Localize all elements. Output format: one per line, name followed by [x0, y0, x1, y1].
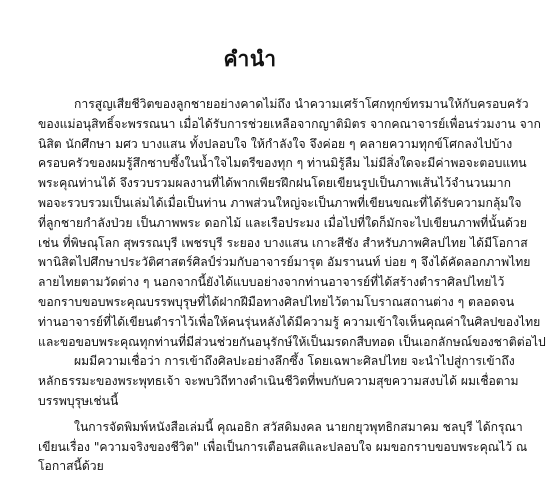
paragraph-1-line-5: พระคุณท่านได้ จึงรวบรวมผลงานที่ได้พากเพียรฝึกฝนโดยเขียนรูปเป็นภาพเส้นไว้จำนวนมาก — [38, 176, 511, 191]
paragraph-1-line-6: พอจะรวบรวมเป็นเล่มได้เมื่อเป็นท่าน ภาพส่วนใหญ่จะเป็นภาพที่เขียนขณะที่ได้รับความกลุ้มใจ — [38, 195, 522, 210]
paragraph-1-line-12: ท่านอาจารย์ที่ได้เขียนตำราไว้เพื่อให้คนรุ่นหลังได้มีความรู้ ความเข้าใจเห็นคุณค่าในศิลปของไทย — [38, 314, 541, 329]
paragraph-1-line-7: ที่ลูกชายกำลังป่วย เป็นภาพพระ ดอกไม้ และเรือประมง เมื่อไปที่ใดก็มักจะไปเขียนภาพที่นั้นด้วย — [38, 215, 527, 230]
paragraph-1-line-10: ลายไทยตามวัดต่าง ๆ นอกจากนี้ยังได้แบบอย่างจากท่านอาจารย์ที่ได้สร้างตำราศิลปไทยไว้ — [38, 275, 505, 290]
paragraph-2-line-3: บรรพบุรุษเช่นนี้ — [38, 393, 119, 408]
paragraph-1-line-1: การสูญเสียชีวิตของลูกชายอย่างคาดไม่ถึง นำความเศร้าโศกทุกข์ทรมานให้กับครอบครัว — [74, 97, 529, 111]
paragraph-2-line-2: หลักธรรมะของพระพุทธเจ้า จะพบวิถีทางดำเนินชีวิตที่พบกับความสุขความสงบได้ ผมเชื่อตาม — [38, 374, 519, 389]
paragraph-3-line-2: เขียนเรื่อง "ความจริงของชีวิต" เพื่อเป็นการเตือนสติและปลอบใจ ผมขอกราบขอบพระคุณไว้ ณ — [38, 439, 528, 454]
paragraph-1-line-4: ครอบครัวของผมรู้สึกซาบซึ้งในน้ำใจไมตรีของทุก ๆ ท่านมิรู้ลืม ไม่มีสิ่งใดจะมีค่าพอจะตอบแทน — [38, 156, 527, 171]
paragraph-3-line-3: โอกาสนี้ด้วย — [38, 459, 104, 474]
paragraph-1-line-2: ของแม่อนุสิทธิ์จะพรรณนา เมื่อได้รับการช่วยเหลือจากญาติมิตร จากคณาจารย์เพื่อนร่วมงาน จาก — [38, 116, 541, 131]
paragraph-1-line-8: เช่น ที่พิษณุโลก สุพรรณบุรี เพชรบุรี ระยอง บางแสน เกาะสีชัง สำหรับภาพศิลปไทย ได้มีโอกาส — [38, 235, 528, 250]
paragraph-1-line-11: ขอกราบขอบพระคุณบรรพบุรุษที่ได้ฝากฝีมือทางศิลปไทยไว้ตามโบราณสถานต่าง ๆ ตลอดจน — [38, 294, 515, 309]
paragraph-1-line-9: พานิสิตไปศึกษาประวัติศาสตร์ศิลป์ร่วมกับอาจารย์มารุต อัมรานนท์ บ่อย ๆ จึงได้คัดลอกภาพไทย — [38, 255, 531, 270]
paragraph-3-line-1: ในการจัดพิมพ์หนังสือเล่มนี้ คุณอธิก สวัสดิมงคล นายกยุวพุทธิกสมาคม ชลบุรี ได้กรุณา — [74, 419, 523, 434]
document-title: คำนำ — [223, 47, 277, 71]
paragraph-2-line-1: ผมมีความเชื่อว่า การเข้าถึงศิลปะอย่างลึกซึ้ง โดยเฉพาะศิลปไทย จะนำไปสู่การเข้าถึง — [74, 354, 515, 369]
document-body — [38, 95, 546, 477]
paragraph-1-line-13: และขอขอบพระคุณทุกท่านที่มีส่วนช่วยกันอนุรักษ์ให้เป็นมรดกสืบทอด เป็นเอกลักษณ์ของชาติต่อไป — [38, 334, 546, 349]
paragraph-1-line-3: นิสิต นักศึกษา มศว บางแสน ทั้งปลอบใจ ให้กำลังใจ จึงค่อย ๆ คลายความทุกข์โศกลงไปบ้าง — [38, 136, 513, 151]
